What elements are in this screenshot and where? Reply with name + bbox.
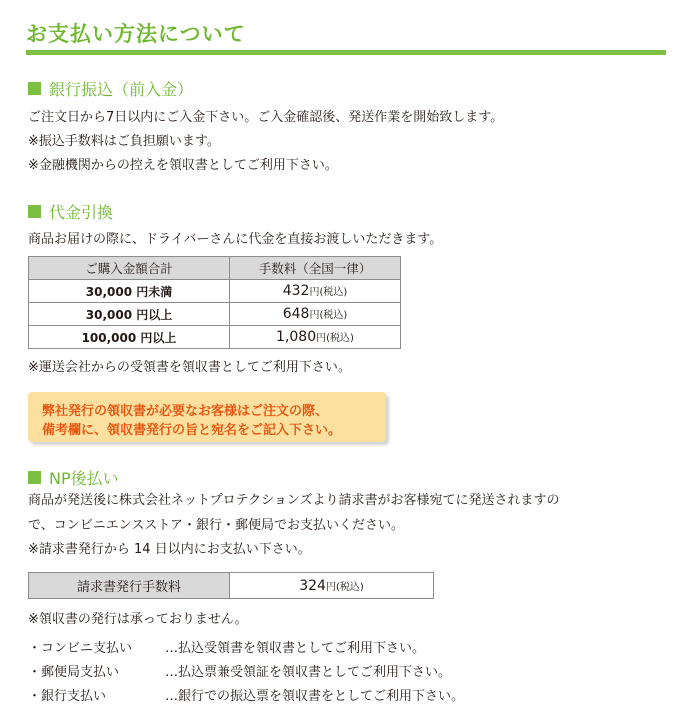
fee-value: 648 (282, 306, 310, 322)
np-fee-table (28, 572, 434, 599)
payment-method-name: ・銀行支払い (28, 689, 107, 704)
np-receipt-note: ※領収書の発行は承っておりません。 (28, 612, 248, 627)
cod-heading-text: 代金引換 (49, 203, 114, 222)
bank-line: ※振込手数料はご負担願います。 (28, 134, 220, 149)
receipt-notice-box (28, 392, 386, 442)
square-bullet-icon (28, 471, 41, 484)
cod-fee-table (28, 256, 401, 349)
np-fee-cell (230, 573, 434, 599)
payment-method-desc: …払込票兼受領証を領収書としてご利用下さい。 (165, 665, 452, 680)
amount-range-cell: 30,000 円未満 (29, 280, 230, 303)
square-bullet-icon (28, 205, 41, 218)
cod-intro: 商品お届けの際に、ドライバーさんに代金を直接お渡しいただきます。 (28, 232, 443, 247)
fee-cell (230, 280, 401, 303)
np-heading-text: NP後払い (49, 469, 119, 488)
fee-value: 1,080 (276, 329, 317, 345)
table-row (29, 303, 401, 326)
section-heading-bank (28, 77, 193, 100)
amount-range-cell: 100,000 円以上 (29, 326, 230, 349)
fee-unit: 円(税込) (316, 333, 354, 344)
notice-line: 備考欄に、領収書発行の旨と宛名をご記入下さい。 (42, 423, 342, 438)
np-line: で、コンビニエンスストア・銀行・郵便局でお支払いください。 (28, 518, 404, 533)
title-divider (26, 50, 666, 55)
fee-unit: 円(税込) (309, 310, 348, 321)
table-row (29, 326, 401, 349)
fee-cell (230, 303, 401, 326)
section-heading-np (28, 466, 119, 489)
table-row (29, 573, 434, 599)
fee-cell (230, 326, 401, 349)
amount-range-cell: 30,000 円以上 (29, 303, 230, 326)
np-line: ※請求書発行から 14 日以内にお支払い下さい。 (28, 542, 311, 557)
np-line: 商品が発送後に株式会社ネットプロテクションズより請求書がお客様宛てに発送されますの (28, 493, 560, 508)
bank-line: ご注文日から7日以内にご入金下さい。ご入金確認後、発送作業を開始致します。 (28, 110, 504, 125)
payment-method-name: ・コンビニ支払い (28, 641, 133, 656)
cod-note: ※運送会社からの受領書を領収書としてご利用下さい。 (28, 360, 351, 375)
square-bullet-icon (28, 82, 41, 95)
column-header: ご購入金額合計 (29, 257, 230, 280)
fee-value: 432 (282, 283, 310, 299)
table-row (29, 280, 401, 303)
payment-method-desc: …払込受領書を領収書としてご利用下さい。 (165, 641, 426, 656)
np-fee-value: 324 (299, 577, 326, 594)
bank-line: ※金融機関からの控えを領収書としてご利用下さい。 (28, 158, 338, 173)
notice-line: 弊社発行の領収書が必要なお客様はご注文の際、 (42, 404, 329, 419)
column-header: 手数料（全国一律） (230, 257, 401, 280)
table-header-row (29, 257, 401, 280)
payment-method-name: ・郵便局支払い (28, 665, 120, 680)
fee-unit: 円(税込) (309, 287, 348, 298)
payment-method-desc: …銀行での振込票を領収書をとしてご利用下さい。 (165, 689, 465, 704)
page-title: お支払い方法について (26, 22, 246, 46)
np-fee-unit: 円(税込) (325, 581, 364, 593)
section-heading-cod (28, 200, 113, 223)
bank-heading-text: 銀行振込（前入金） (49, 80, 194, 99)
np-fee-label: 請求書発行手数料 (29, 573, 230, 599)
